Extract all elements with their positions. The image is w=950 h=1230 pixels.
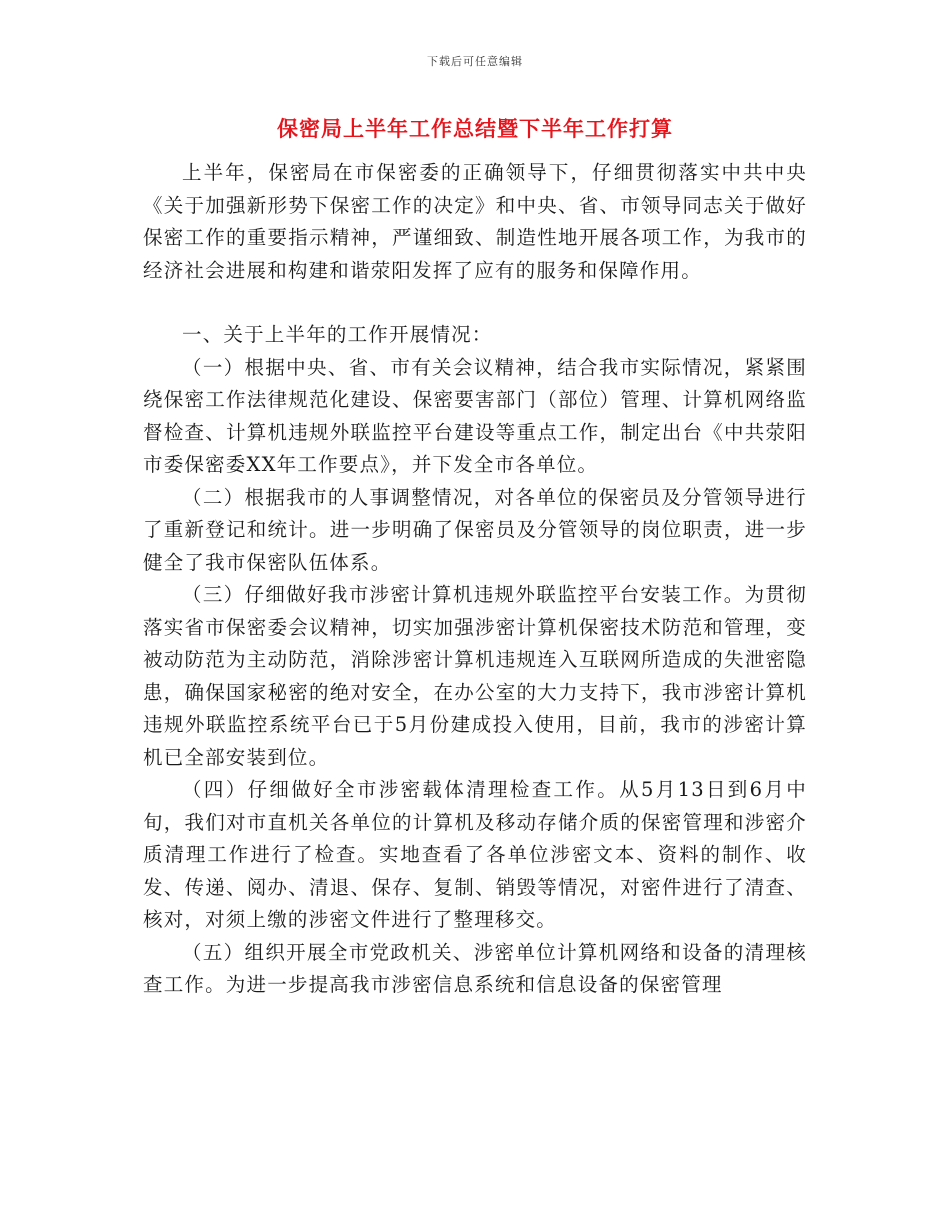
paragraph-item-4: （四）仔细做好全市涉密载体清理检查工作。从5月13日到6月中旬，我们对市直机关各单位的计算机及移动存储介质的保密管理和涉密介质清理工作进行了检查。实地查看了各单位涉密文本、资料的制作、收发、传递、阅办、清退、保存、复制、销毁等情况，对密件进行了清查、核对，对须上缴的涉密文件进行了整理移交。: [143, 778, 807, 931]
document-body: [143, 157, 807, 1002]
section-heading: 一、关于上半年的工作开展情况：: [182, 323, 493, 346]
paragraph-item-2: （二）根据我市的人事调整情况，对各单位的保密员及分管领导进行了重新登记和统计。进一步明确了保密员及分管领导的岗位职责，进一步健全了我市保密队伍体系。: [143, 485, 807, 574]
document-title: 保密局上半年工作总结暨下半年工作打算: [277, 116, 673, 141]
header-note: 下载后可任意编辑: [427, 55, 523, 68]
paragraph-item-3: （三）仔细做好我市涉密计算机违规外联监控平台安装工作。为贯彻落实省市保密委会议精神，切实加强涉密计算机保密技术防范和管理，变被动防范为主动防范，消除涉密计算机违规连入互联网所造成的失泄密隐患，确保国家秘密的绝对安全，在办公室的大力支持下，我市涉密计算机违规外联监控系统平台已于5月份建成投入使用，目前，我市的涉密计算机已全部安装到位。: [143, 583, 807, 769]
paragraph-item-1: （一）根据中央、省、市有关会议精神，结合我市实际情况，紧紧围绕保密工作法律规范化建设、保密要害部门（部位）管理、计算机网络监督检查、计算机违规外联监控平台建设等重点工作，制定出台《中共荥阳市委保密委XX年工作要点》，并下发全市各单位。: [143, 355, 807, 476]
paragraph-item-5: （五）组织开展全市党政机关、涉密单位计算机网络和设备的清理核查工作。为进一步提高我市涉密信息系统和信息设备的保密管理: [143, 940, 807, 996]
intro-paragraph: 上半年，保密局在市保密委的正确领导下，仔细贯彻落实中共中央《关于加强新形势下保密工作的决定》和中央、省、市领导同志关于做好保密工作的重要指示精神，严谨细致、制造性地开展各项工作，为我市的经济社会进展和构建和谐荥阳发挥了应有的服务和保障作用。: [143, 161, 807, 282]
